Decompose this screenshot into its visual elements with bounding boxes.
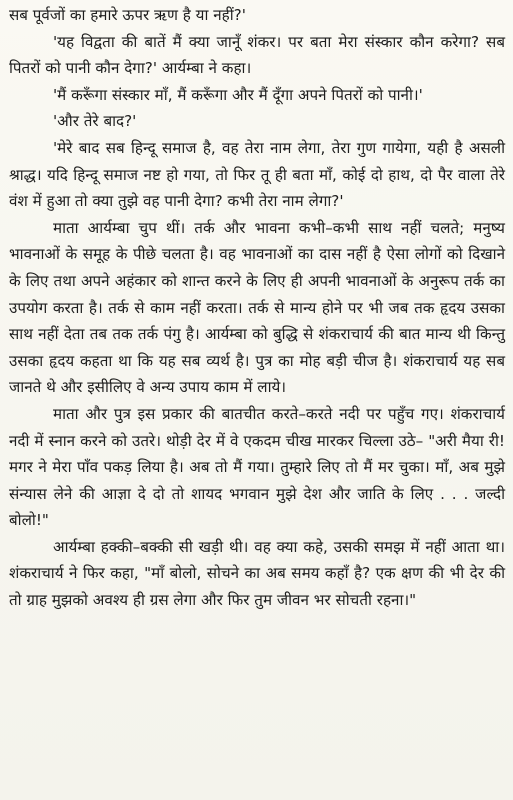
paragraph: 'मैं करूँगा संस्कार माँ, मैं करूँगा और मैं दूँगा अपने पितरों को पानी।' (53, 85, 423, 104)
paragraph: 'और तेरे बाद?' (53, 112, 137, 131)
page-text (9, 2, 505, 614)
paragraph: माता आर्यम्बा चुप थीं। तर्क और भावना कभी–कभी साथ नहीं चलते; मनुष्य भावनाओं के समूह के पीछे चलता है। वह भावनाओं का दास नहीं है ऐसा लोगों को दिखाने के लिए तथा अपने अहंकार को शान्त करने के लिए ही अपनी भावनाओं के अनुरूप तर्क का उपयोग करता है। तर्क से काम नहीं करता। तर्क से मान्य होने पर भी जब तक हृदय उसका साथ नहीं देता तब तक तर्क पंगु है। आर्यम्बा को बुद्धि से शंकराचार्य की बात मान्य थी किन्तु उसका हृदय कहता था कि यह सब व्यर्थ है। पुत्र का मोह बड़ी चीज है। शंकराचार्य यह सब जानते थे और इसीलिए वे अन्य उपाय काम में लाये। (9, 218, 505, 397)
paragraph: सब पूर्वजों का हमारे ऊपर ऋण है या नहीं?' (9, 6, 246, 24)
paragraph: आर्यम्बा हक्की–बक्की सी खड़ी थी। वह क्या कहे, उसकी समझ में नहीं आता था। शंकराचार्य ने फिर कहा, "माँ बोलो, सोचने का अब समय कहाँ है? एक क्षण की भी देर की तो ग्राह मुझको अवश्य ही ग्रस लेगा और फिर तुम जीवन भर सोचती रहना।" (9, 537, 505, 610)
paragraph: 'मेरे बाद सब हिन्दू समाज है, वह तेरा नाम लेगा, तेरा गुण गायेगा, यही है असली श्राद्ध। यदि हिन्दू समाज नष्ट हो गया, तो फिर तू ही बता माँ, कोई दो हाथ, दो पैर वाला तेरे वंश में हुआ तो क्या तुझे वह पानी देगा? कभी तेरा नाम लेगा?' (9, 138, 505, 211)
paragraph: 'यह विद्वता की बातें मैं क्या जानूँ शंकर। पर बता मेरा संस्कार कौन करेगा? सब पितरों को पानी कौन देगा?' आर्यम्बा ने कहा। (9, 32, 505, 78)
paragraph: माता और पुत्र इस प्रकार की बातचीत करते–करते नदी पर पहुँच गए। शंकराचार्य नदी में स्नान करने को उतरे। थोड़ी देर में वे एकदम चीख मारकर चिल्ला उठे– "अरी मैया री! मगर ने मेरा पाँव पकड़ लिया है। अब तो मैं गया। तुम्हारे लिए तो मैं मर चुका। माँ, अब मुझे संन्यास लेने की आज्ञा दे दो तो शायद भगवान मुझे देश और जाति के लिए . . . जल्दी बोलो!" (9, 404, 505, 530)
